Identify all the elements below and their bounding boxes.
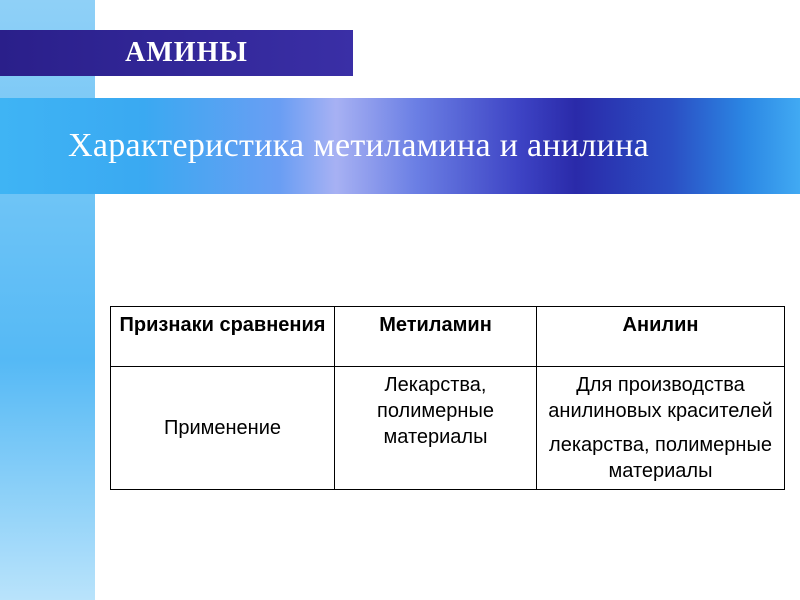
- cell-methylamine: Лекарства, полимерные материалы: [335, 367, 537, 490]
- comparison-table: [110, 306, 785, 490]
- section-title-tab: [0, 30, 353, 76]
- aniline-use-1: Для производства анилиновых красителей: [548, 374, 773, 422]
- title-banner: [0, 98, 800, 194]
- cell-feature: Применение: [111, 367, 335, 490]
- header-methylamine: Метиламин: [335, 307, 537, 367]
- cell-aniline: [537, 367, 785, 490]
- table-header-row: [111, 307, 785, 367]
- decorative-left-strip: [0, 0, 95, 600]
- header-aniline: Анилин: [537, 307, 785, 367]
- table-row: [111, 367, 785, 490]
- aniline-use-2: лекарства, полимерные материалы: [549, 434, 772, 482]
- header-features: Признаки сравнения: [111, 307, 335, 367]
- slide-title: Характеристика метиламина и анилина: [68, 127, 650, 164]
- section-title: АМИНЫ: [125, 37, 248, 68]
